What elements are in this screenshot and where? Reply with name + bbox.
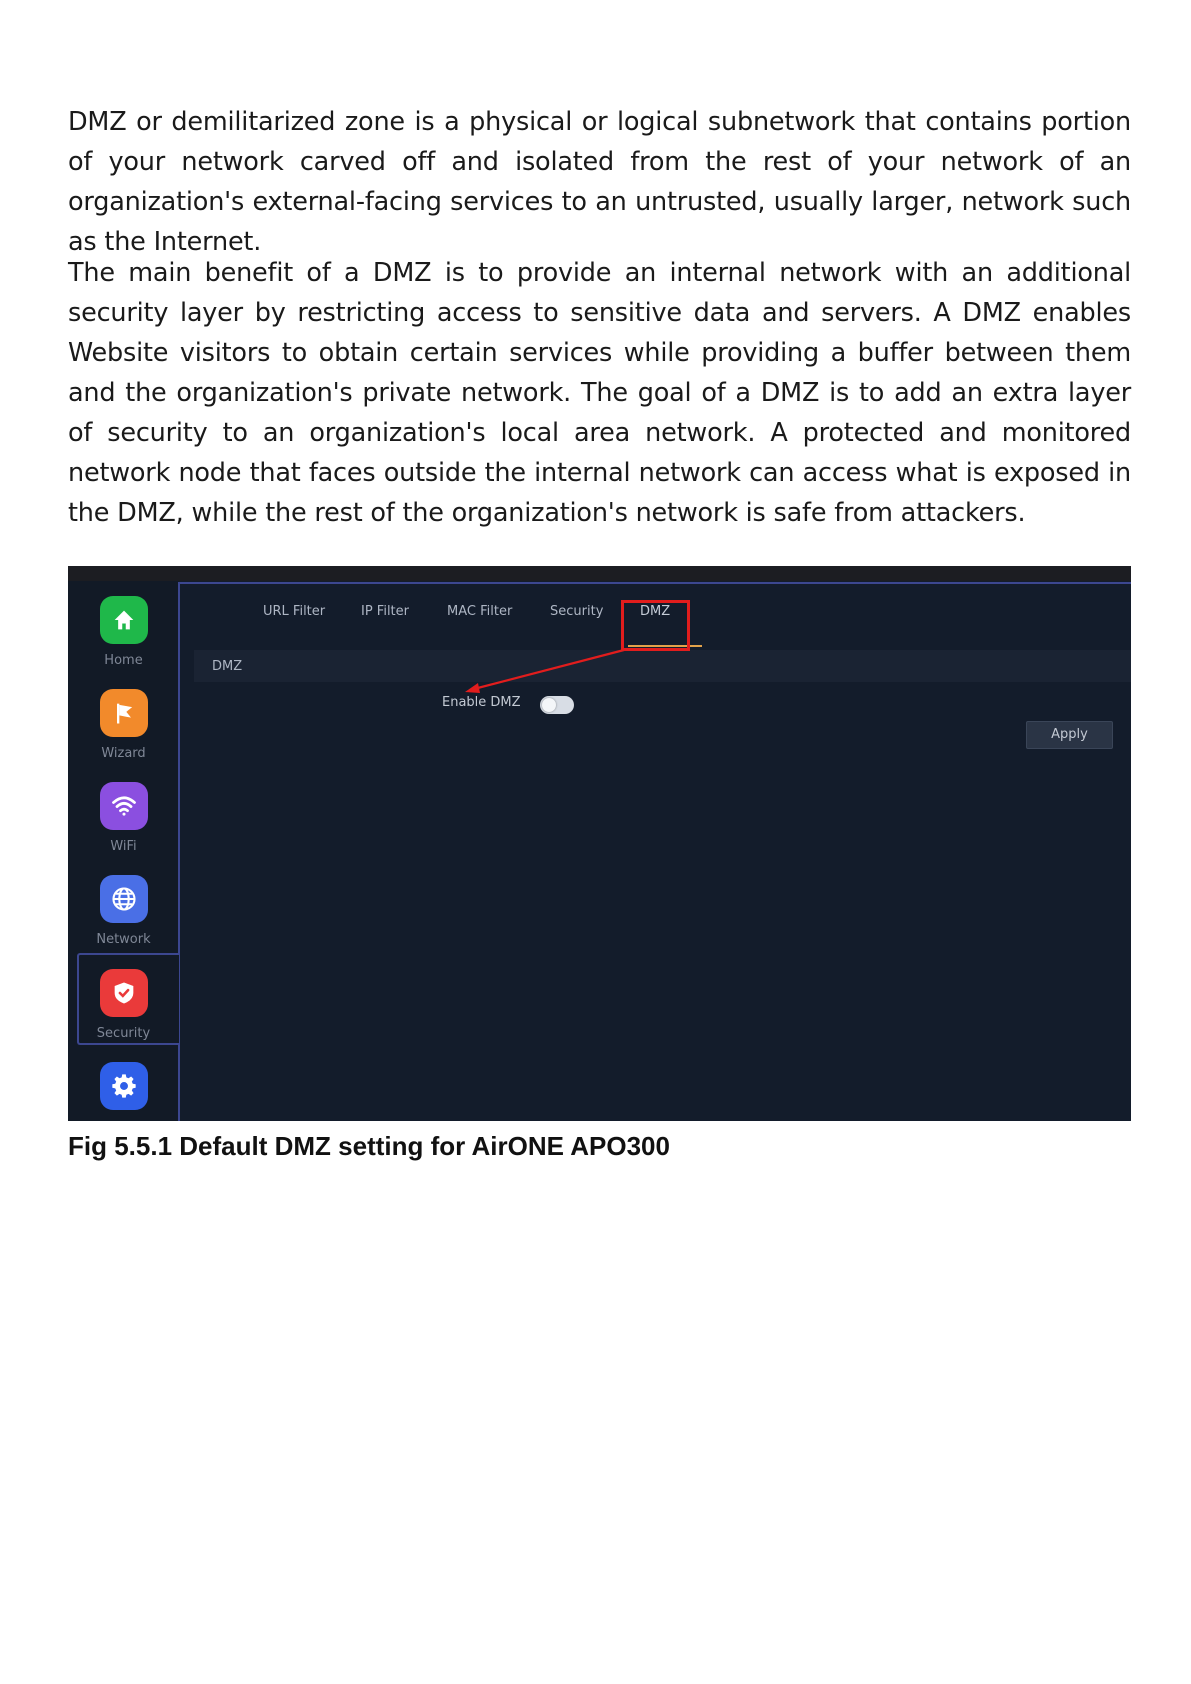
enable-dmz-toggle[interactable] [540, 696, 574, 714]
gear-icon [100, 1062, 148, 1110]
globe-icon [100, 875, 148, 923]
sidebar-item-wizard[interactable] [68, 689, 179, 761]
apply-button[interactable]: Apply [1026, 721, 1113, 749]
toggle-knob [542, 698, 556, 712]
sidebar-item-label: Security [96, 1026, 151, 1041]
section-title: DMZ [212, 659, 243, 674]
dmz-tab-highlight-box [621, 600, 690, 651]
intro-paragraph: DMZ or demilitarized zone is a physical or logical subnetwork that contains portion of your network carved off and isolated from the rest of your network of an organization's external-facing services to an untrusted, usually larger, network such as the Internet. [68, 107, 1131, 257]
figure-caption: Fig 5.5.1 Default DMZ setting for AirONE APO300 [68, 1131, 670, 1161]
sidebar-item-home[interactable] [68, 596, 179, 668]
sidebar-item-network[interactable] [68, 875, 179, 947]
sidebar-item-label: Network [96, 932, 151, 947]
flag-icon [100, 689, 148, 737]
tab-mac-filter[interactable]: MAC Filter [447, 604, 513, 619]
tab-ip-filter[interactable]: IP Filter [361, 604, 410, 619]
section-header-bar [194, 650, 1131, 682]
sidebar-item-security[interactable] [68, 969, 179, 1041]
enable-dmz-label: Enable DMZ [442, 695, 521, 710]
shield-icon [100, 969, 148, 1017]
sidebar-item-system[interactable] [68, 1062, 179, 1119]
tab-url-filter[interactable]: URL Filter [263, 604, 326, 619]
sidebar-item-label: WiFi [110, 839, 137, 854]
window-top-strip [68, 566, 1131, 581]
wifi-icon [100, 782, 148, 830]
tab-dmz[interactable]: DMZ [640, 604, 671, 619]
benefit-paragraph: The main benefit of a DMZ is to provide an internal network with an additional security layer by restricting access to sensitive data and servers. A DMZ enables Website visitors to obtain certain services while providing a buffer between them and the organization's private network. The goal of a DMZ is to add an extra layer of security to an organization's local area network. A protected and monitored network node that faces outside the internal network can access what is exposed in the DMZ, while the rest of the organization's network is safe from attackers. [68, 258, 1131, 528]
sidebar-item-wifi[interactable] [68, 782, 179, 854]
sidebar-item-label: Wizard [101, 746, 146, 761]
sidebar-item-label: Home [104, 653, 143, 668]
home-icon [100, 596, 148, 644]
tab-security[interactable]: Security [550, 604, 604, 619]
dmz-settings-screenshot [68, 566, 1131, 1121]
